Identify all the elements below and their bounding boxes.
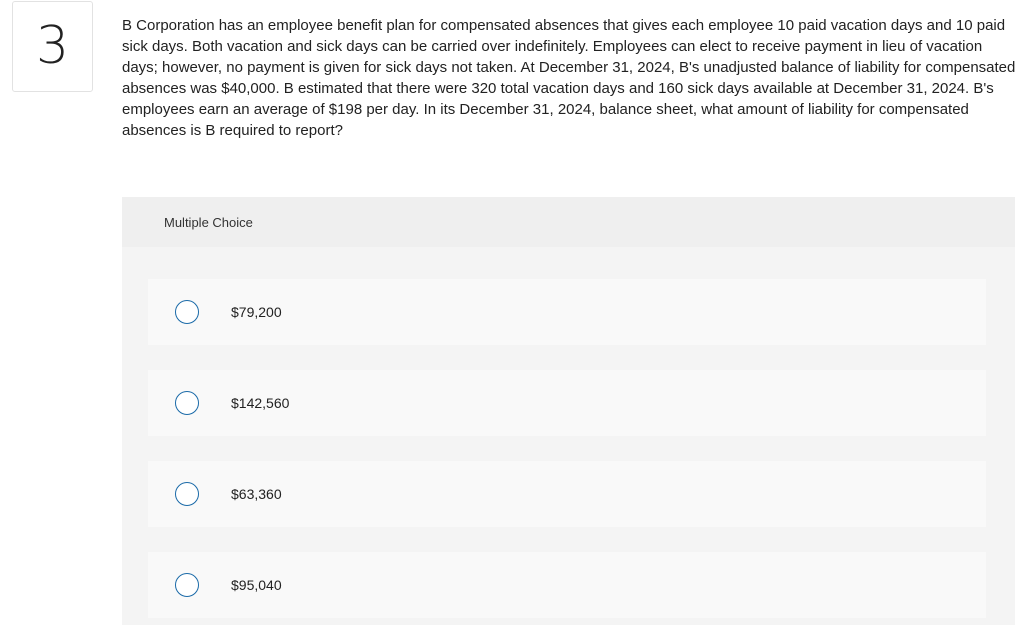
answer-option-label: $142,560 [231, 395, 290, 411]
multiple-choice-panel [122, 197, 1015, 625]
radio-unselected-icon[interactable] [175, 482, 199, 506]
answer-option-3[interactable] [148, 461, 986, 527]
answer-option-1[interactable] [148, 279, 986, 345]
radio-unselected-icon[interactable] [175, 391, 199, 415]
question-number-box [12, 1, 93, 92]
answer-option-2[interactable] [148, 370, 986, 436]
question-number: 3 [35, 15, 70, 76]
answer-option-label: $95,040 [231, 577, 282, 593]
answer-option-label: $79,200 [231, 304, 282, 320]
multiple-choice-label: Multiple Choice [164, 214, 253, 230]
radio-unselected-icon[interactable] [175, 573, 199, 597]
multiple-choice-header [122, 197, 1015, 247]
answer-option-label: $63,360 [231, 486, 282, 502]
answer-option-4[interactable] [148, 552, 986, 618]
radio-unselected-icon[interactable] [175, 300, 199, 324]
question-prompt: B Corporation has an employee benefit plan for compensated absences that gives each employee 10 paid vacation days and 10 paid sick days. Both vacation and sick days can be carried over indefinitely. Employees can elect to receive payment in lieu of vacation days; however, no payment is given for sick days not taken. At December 31, 2024, B's unadjusted balance of liability for compensated absences was $40,000. B estimated that there were 320 total vacation days and 160 sick days available at December 31, 2024. B's employees earn an average of $198 per day. In its December 31, 2024, balance sheet, what amount of liability for compensated absences is B required to report? [122, 17, 1016, 139]
